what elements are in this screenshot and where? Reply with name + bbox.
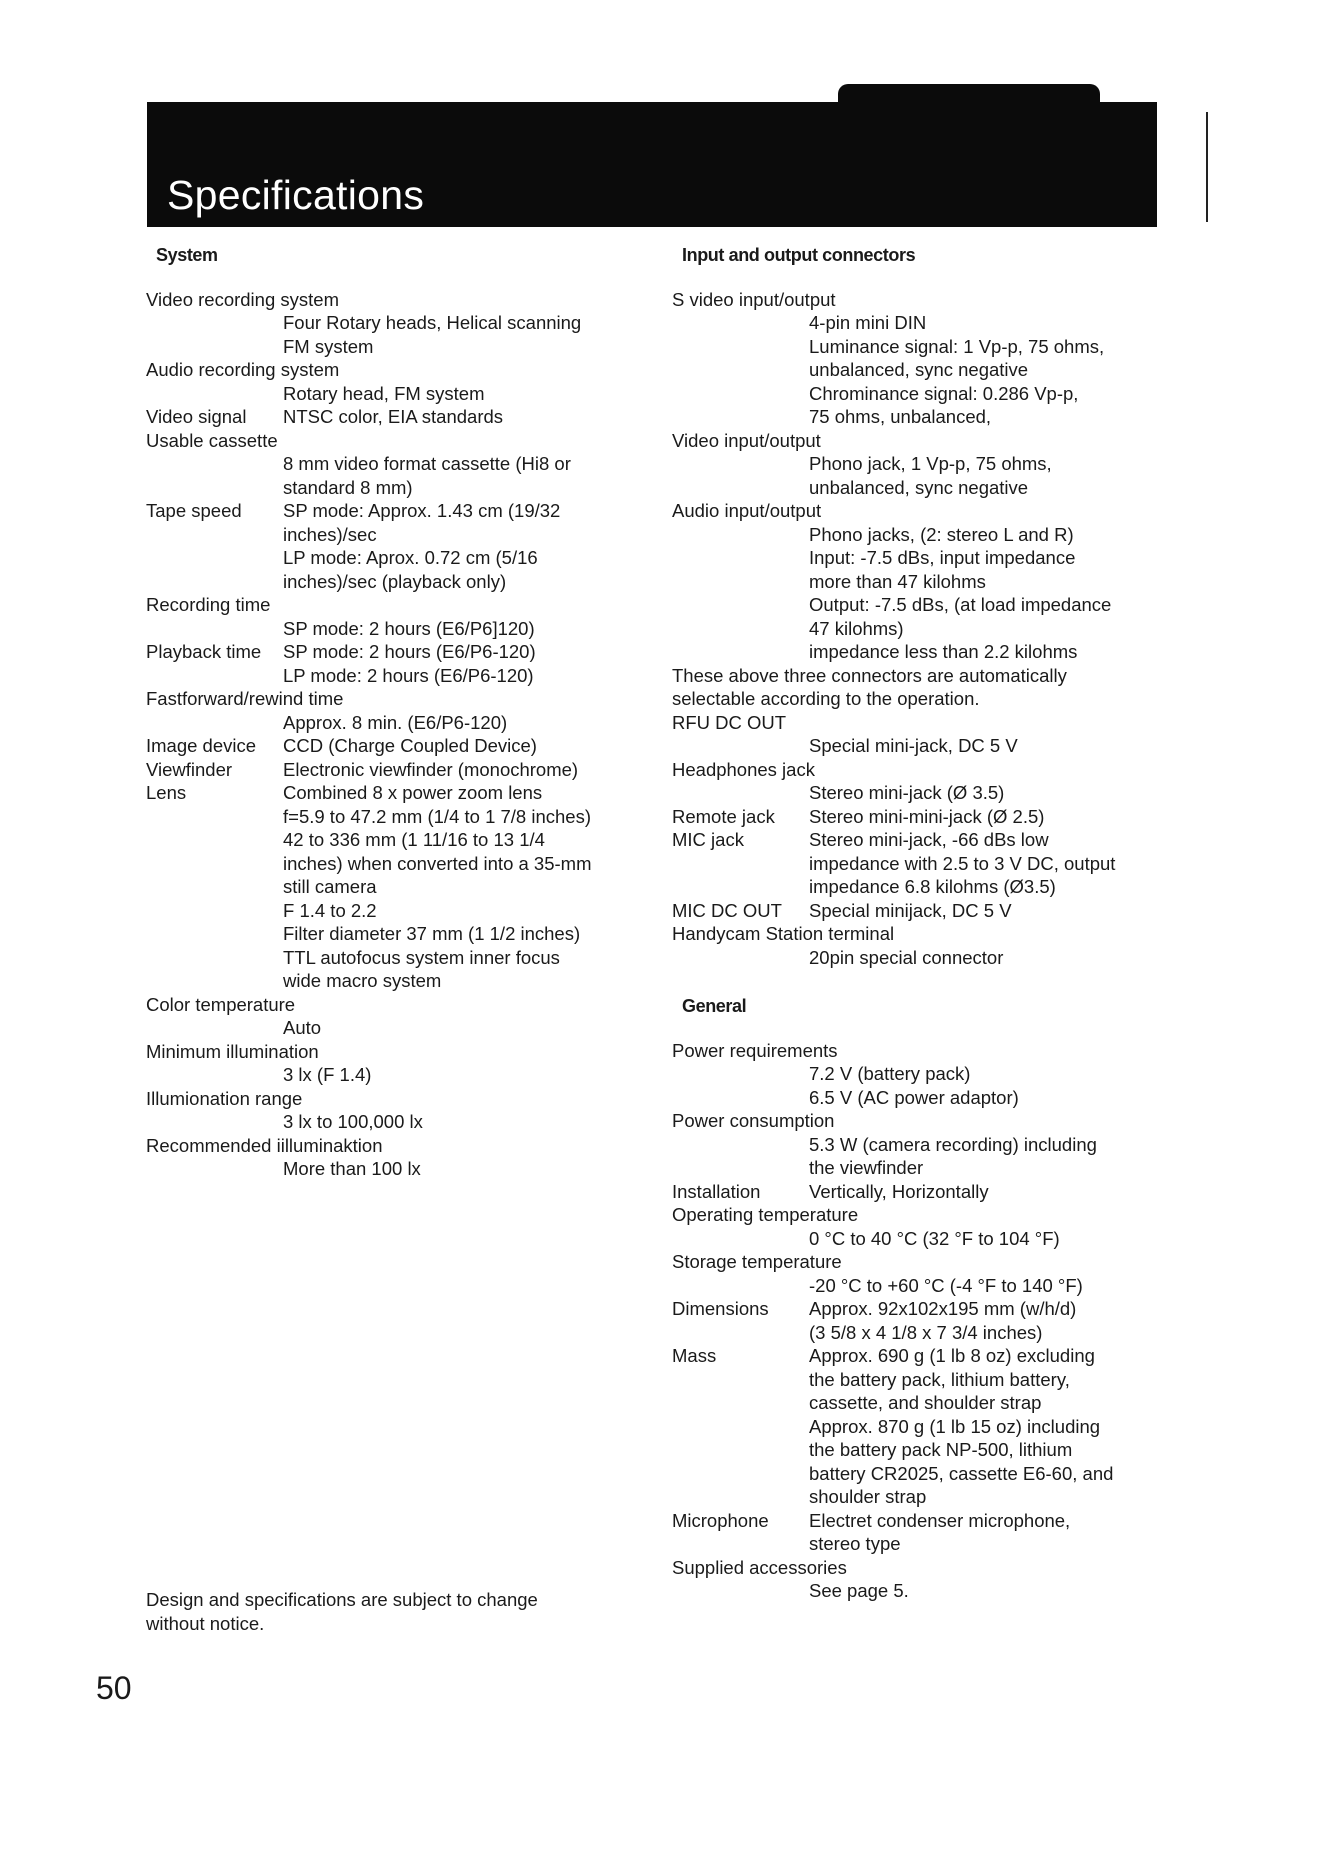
spec-label: Video signal	[146, 406, 247, 427]
spec-value-line: 3 lx (F 1.4)	[283, 1064, 372, 1085]
spec-value-line: SP mode: Approx. 1.43 cm (19/32	[283, 500, 561, 521]
spec-note-line: These above three connectors are automatically	[672, 664, 1067, 686]
spec-item	[672, 1509, 1172, 1556]
spec-value	[809, 828, 1164, 899]
spec-value-line: Input: -7.5 dBs, input impedance	[809, 547, 1076, 568]
spec-label: Remote jack	[672, 805, 775, 827]
spec-value	[809, 1180, 1164, 1204]
spec-label: Power consumption	[672, 1110, 835, 1131]
spec-item	[672, 429, 1172, 500]
spec-value-line: Phono jacks, (2: stereo L and R)	[809, 523, 1074, 545]
spec-value-line: FM system	[283, 335, 374, 357]
spec-label: Viewfinder	[146, 758, 233, 780]
spec-value	[809, 734, 1172, 758]
spec-label: Usable cassette	[146, 429, 278, 451]
spec-value-line: 7.2 V (battery pack)	[809, 1063, 971, 1084]
spec-item	[146, 593, 646, 640]
spec-label: Lens	[146, 782, 187, 803]
spec-value-line: Stereo mini-mini-jack (Ø 2.5)	[809, 805, 1045, 827]
spec-value-line: 47 kilohms)	[809, 617, 904, 639]
spec-value-line: standard 8 mm)	[283, 476, 413, 498]
spec-value-line: inches)/sec	[283, 523, 377, 545]
page-title: Specifications	[167, 172, 425, 218]
spec-value-line: Approx. 92x102x195 mm (w/h/d)	[809, 1298, 1077, 1319]
spec-value-line: unbalanced, sync negative	[809, 476, 1029, 498]
right-column	[672, 244, 1172, 1603]
spec-value-line: 0 °C to 40 °C (32 °F to 104 °F)	[809, 1227, 1060, 1249]
spec-label: Power requirements	[672, 1039, 838, 1061]
spec-value-line: Chrominance signal: 0.286 Vp-p,	[809, 382, 1079, 404]
spec-label: Headphones jack	[672, 758, 815, 780]
header-bar	[147, 102, 1157, 227]
spec-value-line: Four Rotary heads, Helical scanning	[283, 312, 582, 333]
spec-value-line: Special mini-jack, DC 5 V	[809, 735, 1018, 756]
spec-value	[809, 1062, 1172, 1109]
spec-value-line: impedance less than 2.2 kilohms	[809, 641, 1078, 662]
spec-value-line: inches) when converted into a 35-mm	[283, 852, 592, 874]
spec-value-line: 8 mm video format cassette (Hi8 or	[283, 453, 571, 474]
spec-value-line: Approx. 870 g (1 lb 15 oz) including	[809, 1415, 1101, 1437]
spec-value-line: Approx. 690 g (1 lb 8 oz) excluding	[809, 1345, 1095, 1366]
spec-value-line: stereo type	[809, 1533, 901, 1554]
spec-value-line: Output: -7.5 dBs, (at load impedance	[809, 594, 1112, 615]
spec-value	[283, 1110, 646, 1134]
spec-value	[283, 499, 638, 593]
spec-value-line: Electret condenser microphone,	[809, 1509, 1071, 1531]
spec-value-line: the viewfinder	[809, 1157, 924, 1178]
spec-value-line: TTL autofocus system inner focus	[283, 946, 560, 968]
spec-value-line: Auto	[283, 1017, 322, 1038]
spec-value-line: 3 lx to 100,000 lx	[283, 1111, 423, 1132]
spec-value	[283, 1016, 646, 1040]
spec-item	[672, 1180, 1172, 1204]
spec-value	[283, 382, 646, 406]
spec-value-line: more than 47 kilohms	[809, 570, 986, 592]
spec-list-system	[146, 288, 646, 1181]
spec-value-line: cassette, and shoulder strap	[809, 1392, 1042, 1413]
spec-label: Fastforward/rewind time	[146, 688, 344, 709]
spec-value-line: inches)/sec (playback only)	[283, 570, 507, 592]
spec-list-general	[672, 1039, 1172, 1603]
change-notice-line: without notice.	[146, 1612, 265, 1634]
page-number: 50	[96, 1670, 132, 1706]
section-heading-system: System	[156, 245, 218, 265]
spec-item	[672, 711, 1172, 758]
spec-value	[283, 1157, 646, 1181]
spec-value	[283, 452, 646, 499]
spec-label: MIC jack	[672, 829, 744, 850]
spec-value-line: unbalanced, sync negative	[809, 359, 1029, 380]
spec-item	[672, 288, 1172, 429]
spec-value-line: 42 to 336 mm (1 11/16 to 13 1/4	[283, 829, 545, 850]
spec-item	[672, 1203, 1172, 1250]
spec-item	[672, 1250, 1172, 1297]
spec-value	[283, 758, 638, 782]
spec-label: Illumionation range	[146, 1087, 303, 1109]
spec-value	[283, 711, 646, 735]
spec-label: Recording time	[146, 594, 271, 615]
spec-value	[283, 617, 646, 641]
spec-item	[146, 499, 646, 593]
change-notice-line: Design and specifications are subject to change	[146, 1589, 538, 1610]
spec-list-io	[672, 288, 1172, 970]
section-heading-general: General	[682, 996, 747, 1016]
spec-label: Dimensions	[672, 1298, 769, 1319]
spec-value-line: See page 5.	[809, 1580, 909, 1601]
spec-value	[283, 405, 638, 429]
spec-value-line: battery CR2025, cassette E6-60, and	[809, 1462, 1114, 1484]
spec-label: MIC DC OUT	[672, 899, 782, 921]
spec-value	[809, 781, 1172, 805]
spec-label: Audio recording system	[146, 359, 340, 380]
spec-value-line: impedance with 2.5 to 3 V DC, output	[809, 852, 1116, 874]
spec-value-line: wide macro system	[283, 970, 442, 991]
spec-label: RFU DC OUT	[672, 711, 787, 733]
spec-item	[146, 405, 646, 429]
spec-label: Audio input/output	[672, 500, 822, 521]
spec-value	[809, 1344, 1164, 1509]
spec-value-line: 6.5 V (AC power adaptor)	[809, 1086, 1019, 1108]
spec-value	[283, 640, 638, 687]
spec-value-line: SP mode: 2 hours (E6/P6-120)	[283, 641, 536, 662]
spec-value-line: More than 100 lx	[283, 1158, 421, 1179]
spec-item	[146, 429, 646, 500]
spec-value-line: 20pin special connector	[809, 946, 1004, 968]
spec-value	[809, 452, 1172, 499]
spec-value-line: (3 5/8 x 4 1/8 x 7 3/4 inches)	[809, 1321, 1043, 1343]
section-heading-io: Input and output connectors	[682, 245, 916, 265]
spec-value-line: LP mode: 2 hours (E6/P6-120)	[283, 664, 534, 686]
spec-value	[809, 1297, 1164, 1344]
spec-item	[672, 499, 1172, 664]
spec-item	[672, 922, 1172, 969]
spec-value	[283, 311, 646, 358]
spec-value-line: Luminance signal: 1 Vp-p, 75 ohms,	[809, 335, 1105, 357]
spec-item	[146, 358, 646, 405]
spec-value	[283, 734, 638, 758]
spec-item	[672, 758, 1172, 805]
spec-label: Storage temperature	[672, 1251, 842, 1272]
spec-item	[672, 1344, 1172, 1509]
spec-item	[672, 899, 1172, 923]
spec-value-line: the battery pack, lithium battery,	[809, 1368, 1070, 1390]
spec-label: Playback time	[146, 641, 262, 662]
spec-value	[283, 781, 638, 993]
spec-value-line: 75 ohms, unbalanced,	[809, 406, 992, 427]
spec-value-line: F 1.4 to 2.2	[283, 899, 377, 921]
spec-value-line: 5.3 W (camera recording) including	[809, 1133, 1097, 1155]
spec-value	[809, 1274, 1172, 1298]
spec-item	[146, 1087, 646, 1134]
spec-label: Recommended iilluminaktion	[146, 1134, 383, 1156]
spec-value	[809, 1509, 1164, 1556]
spec-label: Minimum illumination	[146, 1040, 319, 1062]
spec-value-line: Approx. 8 min. (E6/P6-120)	[283, 711, 508, 733]
spec-value	[809, 805, 1164, 829]
spec-item	[672, 1039, 1172, 1110]
spec-value-line: -20 °C to +60 °C (-4 °F to 140 °F)	[809, 1274, 1083, 1296]
spec-label: Video recording system	[146, 288, 339, 310]
spec-value-line: Filter diameter 37 mm (1 1/2 inches)	[283, 923, 581, 944]
page-edge-line	[1206, 112, 1208, 222]
spec-label: Operating temperature	[672, 1204, 859, 1225]
spec-label: Tape speed	[146, 500, 242, 521]
spec-label: Microphone	[672, 1509, 769, 1531]
spec-value	[809, 946, 1172, 970]
spec-value-line: Phono jack, 1 Vp-p, 75 ohms,	[809, 453, 1052, 474]
spec-value-line: SP mode: 2 hours (E6/P6]120)	[283, 617, 535, 639]
spec-value-line: CCD (Charge Coupled Device)	[283, 735, 537, 756]
spec-item	[672, 1297, 1172, 1344]
spec-label: Mass	[672, 1345, 717, 1366]
spec-item	[146, 687, 646, 734]
spec-item	[672, 828, 1172, 899]
spec-value	[809, 523, 1172, 664]
spec-value-line: Special minijack, DC 5 V	[809, 899, 1012, 921]
spec-value-line: NTSC color, EIA standards	[283, 406, 504, 427]
spec-value-line: Vertically, Horizontally	[809, 1180, 989, 1202]
change-notice	[146, 1588, 646, 1635]
spec-value-line: Combined 8 x power zoom lens	[283, 782, 543, 803]
spec-item	[672, 1556, 1172, 1603]
spec-label: Video input/output	[672, 429, 821, 451]
spec-note-line: selectable according to the operation.	[672, 688, 980, 709]
spec-label: Image device	[146, 735, 257, 756]
spec-item	[146, 734, 646, 758]
spec-value-line: impedance 6.8 kilohms (Ø3.5)	[809, 876, 1056, 897]
spec-value	[809, 1133, 1172, 1180]
spec-item	[146, 993, 646, 1040]
spec-value-line: Stereo mini-jack, -66 dBs low	[809, 829, 1049, 850]
spec-value-line: still camera	[283, 876, 377, 897]
spec-label: Color temperature	[146, 993, 296, 1015]
spec-item	[146, 1040, 646, 1087]
spec-label: Handycam Station terminal	[672, 923, 895, 944]
spec-value	[809, 311, 1172, 429]
spec-value-line: f=5.9 to 47.2 mm (1/4 to 1 7/8 inches)	[283, 805, 591, 827]
spec-label: S video input/output	[672, 288, 836, 310]
spec-label: Supplied accessories	[672, 1556, 847, 1578]
spec-value-line: Electronic viewfinder (monochrome)	[283, 758, 579, 780]
spec-value	[809, 899, 1164, 923]
spec-value-line: shoulder strap	[809, 1486, 927, 1507]
spec-item	[672, 805, 1172, 829]
spec-item	[146, 288, 646, 359]
spec-value	[809, 1227, 1172, 1251]
spec-value-line: Stereo mini-jack (Ø 3.5)	[809, 782, 1005, 803]
left-column	[146, 244, 646, 1181]
spec-item	[146, 1134, 646, 1181]
spec-value-line: Rotary head, FM system	[283, 382, 485, 404]
spec-note	[672, 664, 1172, 711]
spec-item	[146, 758, 646, 782]
spec-item	[146, 640, 646, 687]
spec-value	[809, 1579, 1172, 1603]
spec-item	[146, 781, 646, 993]
spec-value-line: LP mode: Aprox. 0.72 cm (5/16	[283, 547, 538, 568]
spec-item	[672, 1109, 1172, 1180]
spec-value-line: 4-pin mini DIN	[809, 312, 927, 333]
spec-label: Installation	[672, 1180, 761, 1202]
spec-value-line: the battery pack NP-500, lithium	[809, 1439, 1073, 1460]
spec-value	[283, 1063, 646, 1087]
